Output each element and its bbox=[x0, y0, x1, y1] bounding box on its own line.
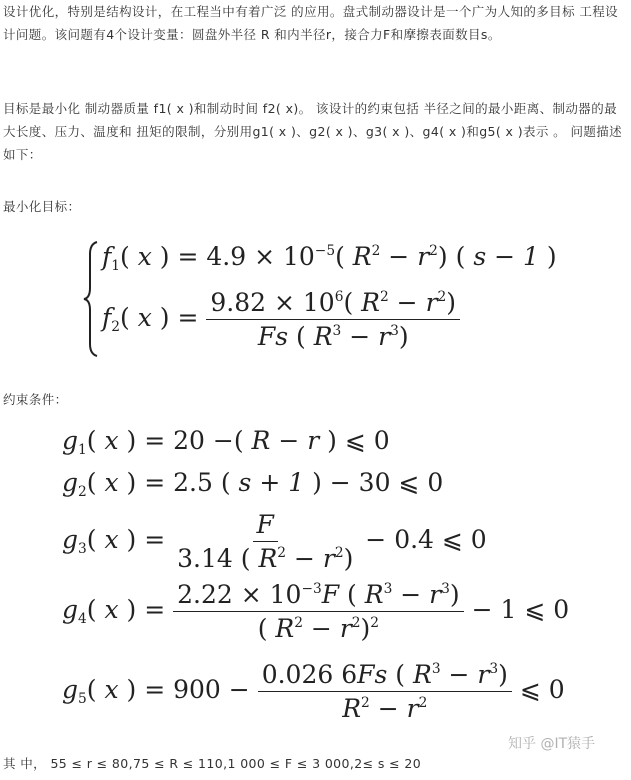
constraint-g4: g4( x ) = $\frac{2.22 \times 10^{-3}F ( R^3 - r^3)}{( R^2 - r^2)^2}$ − 1 ⩽ 0 bbox=[62, 580, 570, 643]
watermark: 知乎 @IT猿手 bbox=[508, 736, 596, 752]
g5-fraction: $\frac{0.026 6Fs ( R^3 - r^3)}{R^2 - r^2}$ bbox=[258, 660, 512, 723]
constraint-g1: g1( x ) = 20 −( R − r ) ⩽ 0 bbox=[62, 426, 390, 458]
constraint-g3: g3( x ) = $\frac{F}{3.14 ( R^2 - r^2)}$ − 0.4 ⩽ 0 bbox=[62, 510, 487, 573]
g4-fraction: $\frac{2.22 \times 10^{-3}F ( R^3 - r^3)}{( R^2 - r^2)^2}$ bbox=[173, 580, 464, 643]
g3-fraction: $\frac{F}{3.14 ( R^2 - r^2)}$ bbox=[177, 510, 354, 573]
constraint-label: 约束条件： bbox=[3, 392, 68, 407]
constraint-g5: g5( x ) = 900 − $\frac{0.026 6Fs ( R^3 - r^3)}{R^2 - r^2}$ ⩽ 0 bbox=[62, 660, 565, 723]
objective-f2: f2( x ) = $\frac{9.82 \times 10^6( R^2 - r^2)}{Fs ( R^3 - r^3)}$ bbox=[102, 288, 460, 351]
f2-fraction: $\frac{9.82 \times 10^6( R^2 - r^2)}{Fs ( R^3 - r^3)}$ bbox=[206, 288, 460, 351]
objective-f1: f1( x ) = $4.9 \times 10^{-5}$( $R^2 - r^2$) ( s − 1 ) bbox=[102, 242, 557, 274]
constraint-g2: g2( x ) = 2.5 ( s + 1 ) − 30 ⩽ 0 bbox=[62, 468, 444, 500]
intro-paragraph: 设计优化，特别是结构设计，在工程当中有着广泛 的应用。盘式制动器设计是一个广为人知的多目标 工程设计问题。该问题有4个设计变量：圆盘外半径 R 和内半径r，接合力F和摩擦表面数目s。 bbox=[3, 4, 619, 42]
bounds-text: 其 中， 55 ≤ r ≤ 80,75 ≤ R ≤ 110,1 000 ≤ F ≤ 3 000,2≤ s ≤ 20 bbox=[3, 756, 422, 771]
goal-paragraph: 目标是最小化 制动器质量 f1( x )和制动时间 f2( x)。 该设计的约束包括 半径之间的最小距离、制动器的最大长度、压力、温度和 扭矩的限制，分别用g1( x )、g2( x )、g3( x )、g4( x )和g5( x )表示 。 问题描述如下： bbox=[3, 101, 623, 162]
objective-brace bbox=[82, 240, 102, 358]
objective-label: 最小化目标： bbox=[3, 199, 81, 214]
